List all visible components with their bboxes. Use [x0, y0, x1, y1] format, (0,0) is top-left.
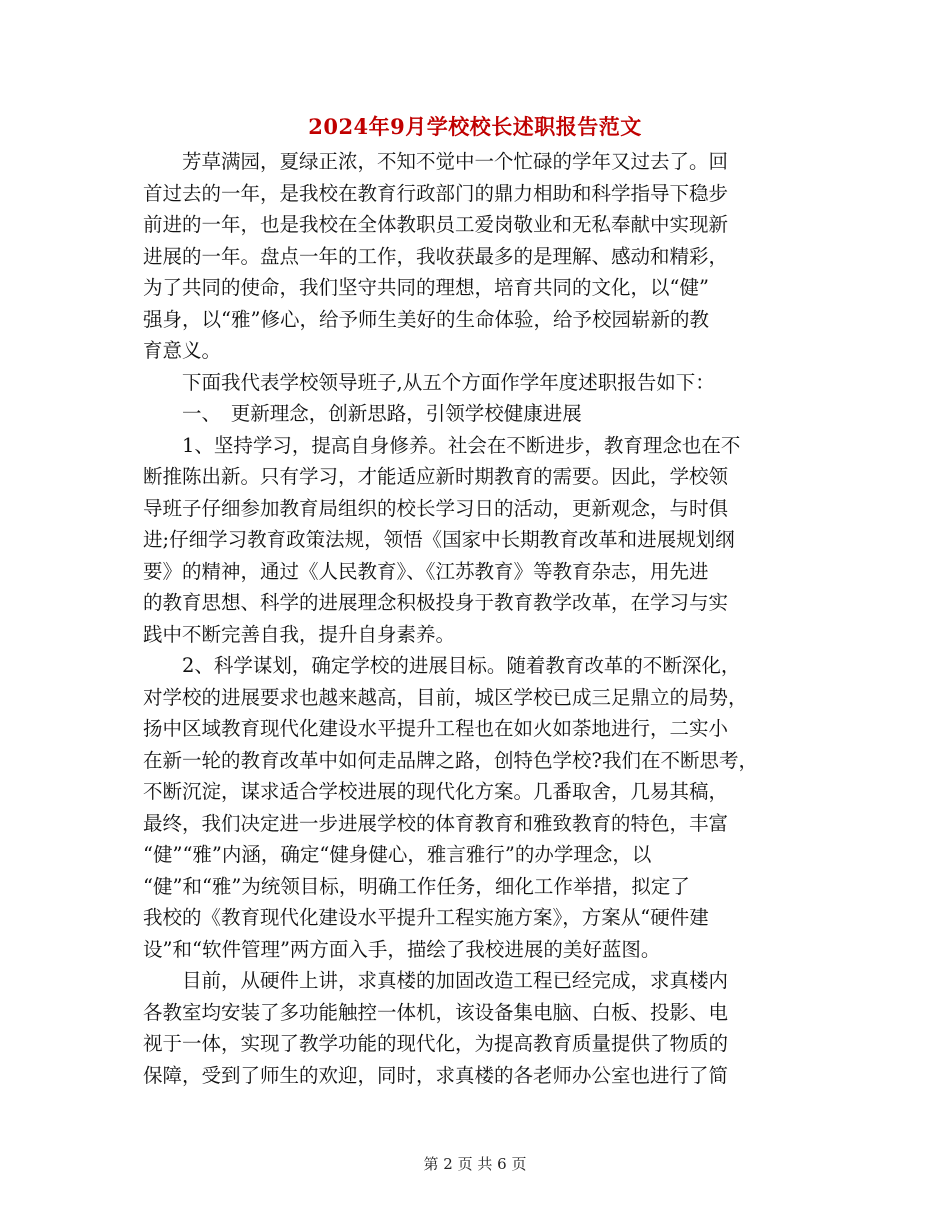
paragraph-line: 视于一体，实现了教学功能的现代化，为提高教育质量提供了物质的: [143, 1032, 729, 1055]
paragraph-line: 断推陈出新。只有学习，才能适应新时期教育的需要。因此，学校领: [143, 465, 729, 488]
paragraph-line: “健”和“雅”为统领目标，明确工作任务，细化工作举措，拟定了: [143, 874, 690, 898]
paragraph-line: 进;仔细学习教育政策法规，领悟《国家中长期教育改革和进展规划纲: [143, 528, 735, 551]
paragraph-line: 1、坚持学习，提高自身修养。社会在不断进步，教育理念也在不: [182, 433, 741, 457]
paragraph-line: 前进的一年，也是我校在全体教职员工爱岗敬业和无私奉献中实现新: [143, 213, 729, 236]
paragraph-line: 保障，受到了师生的欢迎，同时，求真楼的各老师办公室也进行了简: [143, 1063, 729, 1087]
document-title: 2024年9月学校校长述职报告范文: [308, 114, 642, 139]
paragraph-line: 我校的《教育现代化建设水平提升工程实施方案》，方案从“硬件建: [143, 906, 709, 929]
page-number-footer: 第 2 页 共 6 页: [423, 1155, 527, 1173]
paragraph-line: 芳草满园，夏绿正浓，不知不觉中一个忙碌的学年又过去了。回: [182, 150, 729, 173]
paragraph-line: 为了共同的使命，我们坚守共同的理想，培育共同的文化，以“健”: [143, 276, 709, 299]
paragraph-line: 育意义。: [143, 339, 222, 362]
paragraph-line: 强身，以“雅”修心，给予师生美好的生命体验，给予校园崭新的教: [143, 307, 709, 331]
paragraph-line: 扬中区域教育现代化建设水平提升工程也在如火如荼地进行，二实小: [143, 717, 729, 740]
paragraph-line: 对学校的进展要求也越来越高，目前，城区学校已成三足鼎立的局势，: [143, 685, 748, 709]
paragraph-line: “健”“雅”内涵，确定“健身健心，雅言雅行”的办学理念，以: [143, 843, 652, 866]
paragraph-line: 的教育思想、科学的进展理念积极投身于教育教学改革，在学习与实: [143, 591, 729, 614]
paragraph-line: 各教室均安装了多功能触控一体机，该设备集电脑、白板、投影、电: [143, 1000, 729, 1024]
paragraph-line: 在新一轮的教育改革中如何走品牌之路，创特色学校?我们在不断思考，: [143, 748, 758, 772]
paragraph-line: 2、科学谋划，确定学校的进展目标。随着教育改革的不断深化，: [182, 654, 741, 677]
paragraph-line: 目前，从硬件上讲，求真楼的加固改造工程已经完成，求真楼内: [182, 969, 729, 992]
paragraph-line: 要》的精神，通过《人民教育》、《江苏教育》等教育杂志，用先进: [143, 559, 709, 583]
paragraph-line: 进展的一年。盘点一年的工作，我收获最多的是理解、感动和精彩，: [143, 244, 729, 268]
paragraph-line: 首过去的一年，是我校在教育行政部门的鼎力相助和科学指导下稳步: [143, 181, 729, 205]
paragraph-line: 践中不断完善自我，提升自身素养。: [143, 622, 456, 646]
paragraph-line: 不断沉淀，谋求适合学校进展的现代化方案。几番取舍，几易其稿，: [143, 780, 729, 803]
paragraph-line: 下面我代表学校领导班子,从五个方面作学年度述职报告如下：: [182, 370, 715, 394]
document-body: [143, 146, 807, 1091]
paragraph-line: 设”和“软件管理”两方面入手，描绘了我校进展的美好蓝图。: [143, 937, 661, 961]
section-heading: 一、 更新理念，创新思路，引领学校健康进展: [182, 402, 582, 425]
paragraph-line: 最终，我们决定进一步进展学校的体育教育和雅致教育的特色，丰富: [143, 811, 729, 835]
paragraph-line: 导班子仔细参加教育局组织的校长学习日的活动，更新观念，与时俱: [143, 496, 729, 520]
